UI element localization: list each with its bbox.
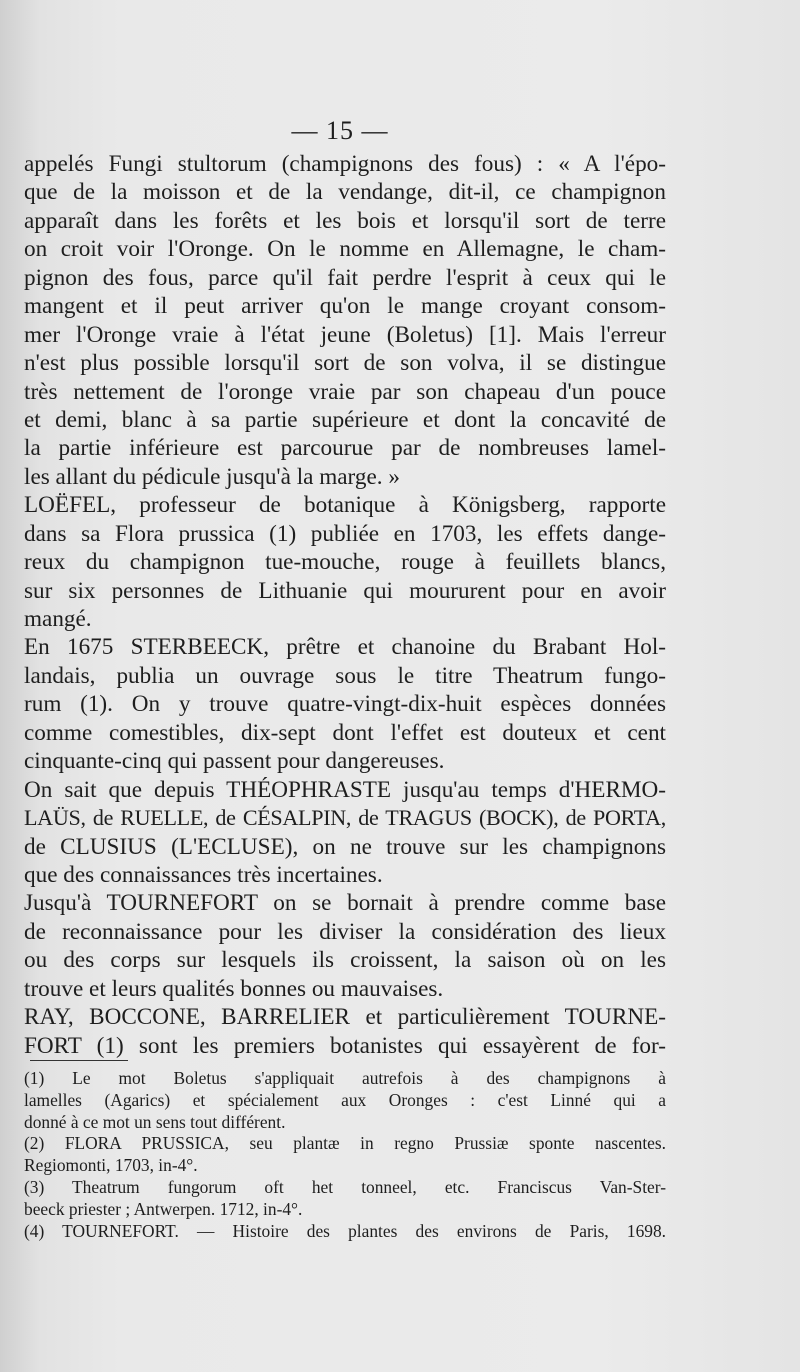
text-line: mangé. (24, 606, 92, 632)
text-line: mangent et il peut arriver qu'on le mange croyant consom- (24, 293, 666, 320)
text-line: dans sa Flora prussica (1) publiée en 1703, les effets dange- (24, 520, 666, 547)
footnotes (24, 1068, 666, 1242)
text-line: LAÜS, de RUELLE, de CÉSALPIN, de TRAGUS (BOCK), de PORTA, (24, 805, 666, 831)
text-line: reux du champignon tue-mouche, rouge à feuillets blancs, (24, 549, 666, 576)
footnote-line: (3) Theatrum fungorum oft het tonneel, etc. Franciscus Van-Ster- (24, 1176, 666, 1197)
text-line: ou des corps sur lesquels ils croissent, la saison où on les (24, 947, 666, 974)
text-line: pignon des fous, parce qu'il fait perdre l'esprit à ceux qui le (24, 264, 666, 291)
text-line: RAY, BOCCONE, BARRELIER et particulièrement TOURNE- (24, 1004, 666, 1031)
text-line: apparaît dans les forêts et les bois et lorsqu'il sort de terre (24, 207, 666, 234)
text-line: n'est plus possible lorsqu'il sort de son volva, il se distingue (24, 350, 666, 377)
text-line: Jusqu'à TOURNEFORT on se bornait à prendre comme base (24, 890, 666, 917)
footnote-separator (30, 1060, 128, 1061)
text-line: LOËFEL, professeur de botanique à Königsberg, rapporte (24, 492, 666, 519)
text-line: FORT (1) sont les premiers botanistes qui essayèrent de for- (24, 1032, 666, 1059)
text-line: mer l'Oronge vraie à l'état jeune (Boletus) [1]. Mais l'erreur (24, 321, 666, 348)
body-text (24, 150, 666, 1060)
text-line: On sait que depuis THÉOPHRASTE jusqu'au temps d'HERMO- (24, 776, 666, 803)
text-line: appelés Fungi stultorum (champignons des fous) : « A l'épo- (24, 151, 666, 177)
footnote-line: beeck priester ; Antwerpen. 1712, in-4°. (24, 1198, 303, 1219)
text-line: cinquante-cinq qui passent pour dangereuses. (24, 748, 445, 775)
text-line: les allant du pédicule jusqu'à la marge. » (24, 463, 400, 490)
footnote-line: lamelles (Agarics) et spécialement aux Oronges : c'est Linné qui a (24, 1089, 666, 1110)
text-line: très nettement de l'oronge vraie par son chapeau d'un pouce (24, 378, 666, 405)
text-line: comme comestibles, dix-sept dont l'effet est douteux et cent (24, 719, 666, 746)
footnote-line: (1) Le mot Boletus s'appliquait autrefois à des champignons à (24, 1068, 666, 1088)
text-line: rum (1). On y trouve quatre-vingt-dix-huit espèces données (24, 691, 666, 718)
text-line: on croit voir l'Oronge. On le nomme en Allemagne, le cham- (24, 236, 666, 263)
text-line: la partie inférieure est parcourue par de nombreuses lamel- (24, 435, 666, 462)
footnote-line: Regiomonti, 1703, in-4°. (24, 1155, 198, 1176)
footnote-line: (2) FLORA PRUSSICA, seu plantæ in regno Prussiæ sponte nascentes. (24, 1133, 666, 1154)
page-number: — 15 — (291, 116, 389, 145)
text-line: que des connaissances très incertaines. (24, 861, 383, 888)
text-line: que de la moisson et de la vendange, dit-il, ce champignon (24, 179, 666, 206)
text-line: de CLUSIUS (L'ECLUSE), on ne trouve sur les champignons (24, 833, 666, 860)
footnote-line: (4) TOURNEFORT. — Histoire des plantes des environs de Paris, 1698. (24, 1220, 666, 1241)
text-line: sur six personnes de Lithuanie qui moururent pour en avoir (24, 577, 666, 604)
text-line: et demi, blanc à sa partie supérieure et dont la concavité de (24, 406, 666, 433)
text-line: En 1675 STERBEECK, prêtre et chanoine du Brabant Hol- (24, 634, 666, 661)
footnote-line: donné à ce mot un sens tout différent. (24, 1111, 286, 1132)
text-line: landais, publia un ouvrage sous le titre Theatrum fungo- (24, 662, 666, 689)
text-line: trouve et leurs qualités bonnes ou mauvaises. (24, 975, 444, 1002)
text-line: de reconnaissance pour les diviser la considération des lieux (24, 918, 666, 945)
